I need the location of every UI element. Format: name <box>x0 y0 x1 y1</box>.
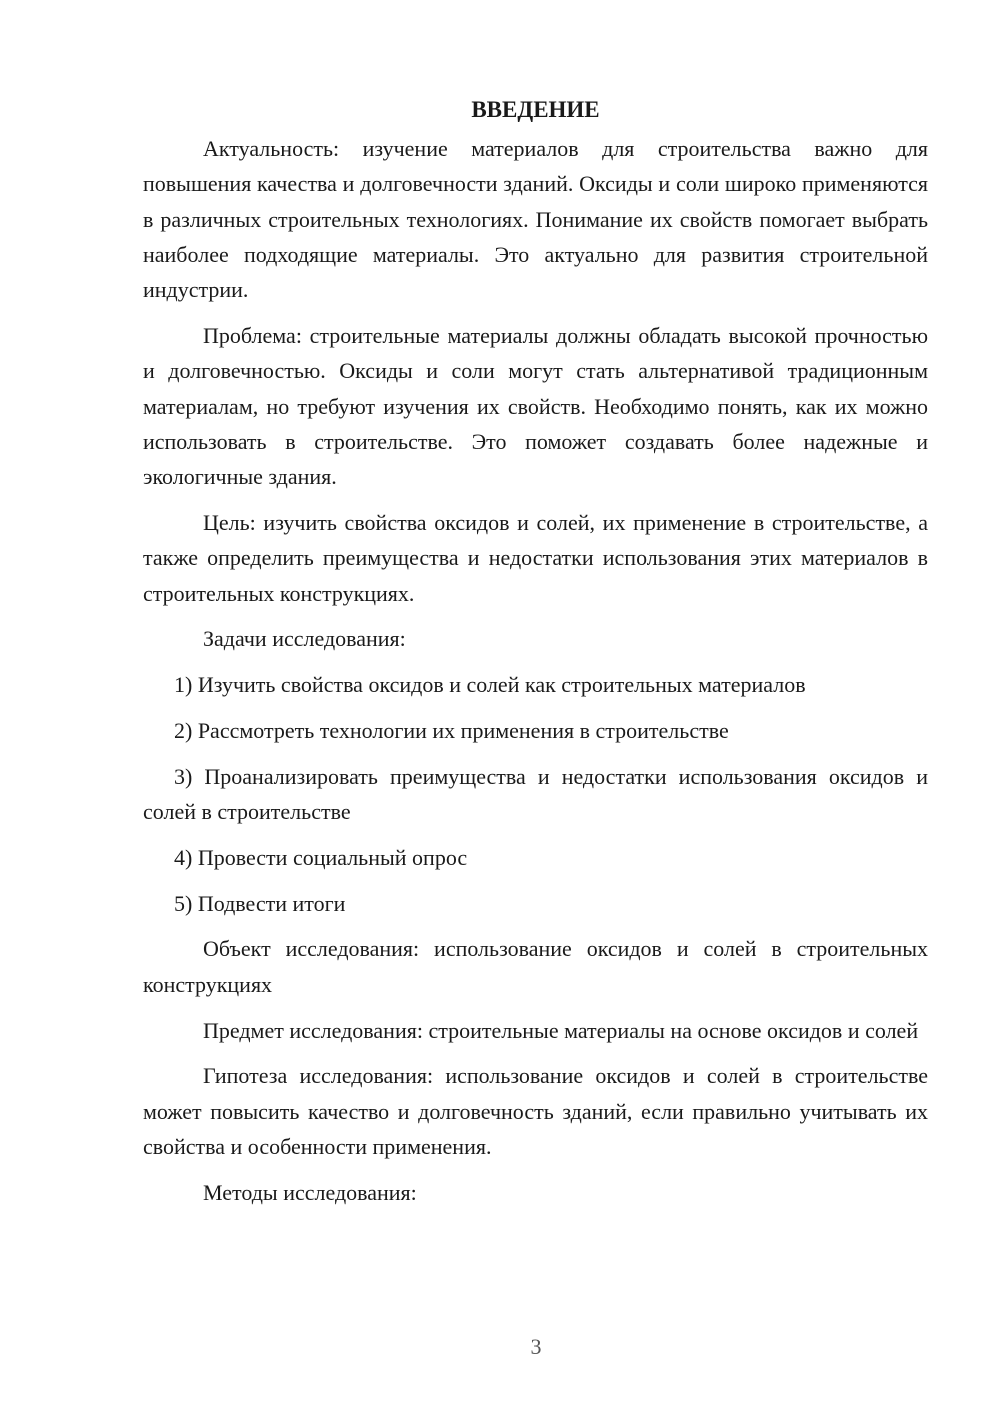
task-item-1: 1) Изучить свойства оксидов и солей как строительных материалов <box>174 672 806 698</box>
task-item-5: 5) Подвести итоги <box>174 890 346 916</box>
paragraph-relevance: Актуальность: изучение материалов для строительства важно для повышения качества и долговечности зданий. Оксиды и соли широко применяются в различных строительных технологиях. Понимание их свойств помогает выбрать наиболее подходящие материалы. Это актуально для развития строительной индустрии. <box>143 136 928 303</box>
paragraph-methods: Методы исследования: <box>203 1179 417 1205</box>
tasks-heading: Задачи исследования: <box>203 626 406 652</box>
document-page <box>143 92 928 1221</box>
task-item-3: 3) Проанализировать преимущества и недостатки использования оксидов и солей в строительстве <box>143 763 928 825</box>
page-number: 3 <box>530 1334 542 1359</box>
task-item-4: 4) Провести социальный опрос <box>174 844 468 870</box>
paragraph-hypothesis: Гипотеза исследования: использование оксидов и солей в строительстве может повысить качество и долговечность зданий, если правильно учитывать их свойства и особенности применения. <box>143 1063 928 1159</box>
section-heading: ВВЕДЕНИЕ <box>471 97 600 122</box>
paragraph-object: Объект исследования: использование оксидов и солей в строительных конструкциях <box>143 936 928 997</box>
task-item-2: 2) Рассмотреть технологии их применения в строительстве <box>174 717 729 743</box>
paragraph-goal: Цель: изучить свойства оксидов и солей, их применение в строительстве, а также определить преимущества и недостатки использования этих материалов в строительных конструкциях. <box>143 509 928 606</box>
paragraph-problem: Проблема: строительные материалы должны обладать высокой прочностью и долговечностью. Оксиды и соли могут стать альтернативой традиционным материалам, но требуют изучения их свойств. Необходимо понять, как их можно использовать в строительстве. Это поможет создавать более надежные и экологичные здания. <box>143 322 928 490</box>
paragraph-subject: Предмет исследования: строительные материалы на основе оксидов и солей <box>203 1017 919 1043</box>
